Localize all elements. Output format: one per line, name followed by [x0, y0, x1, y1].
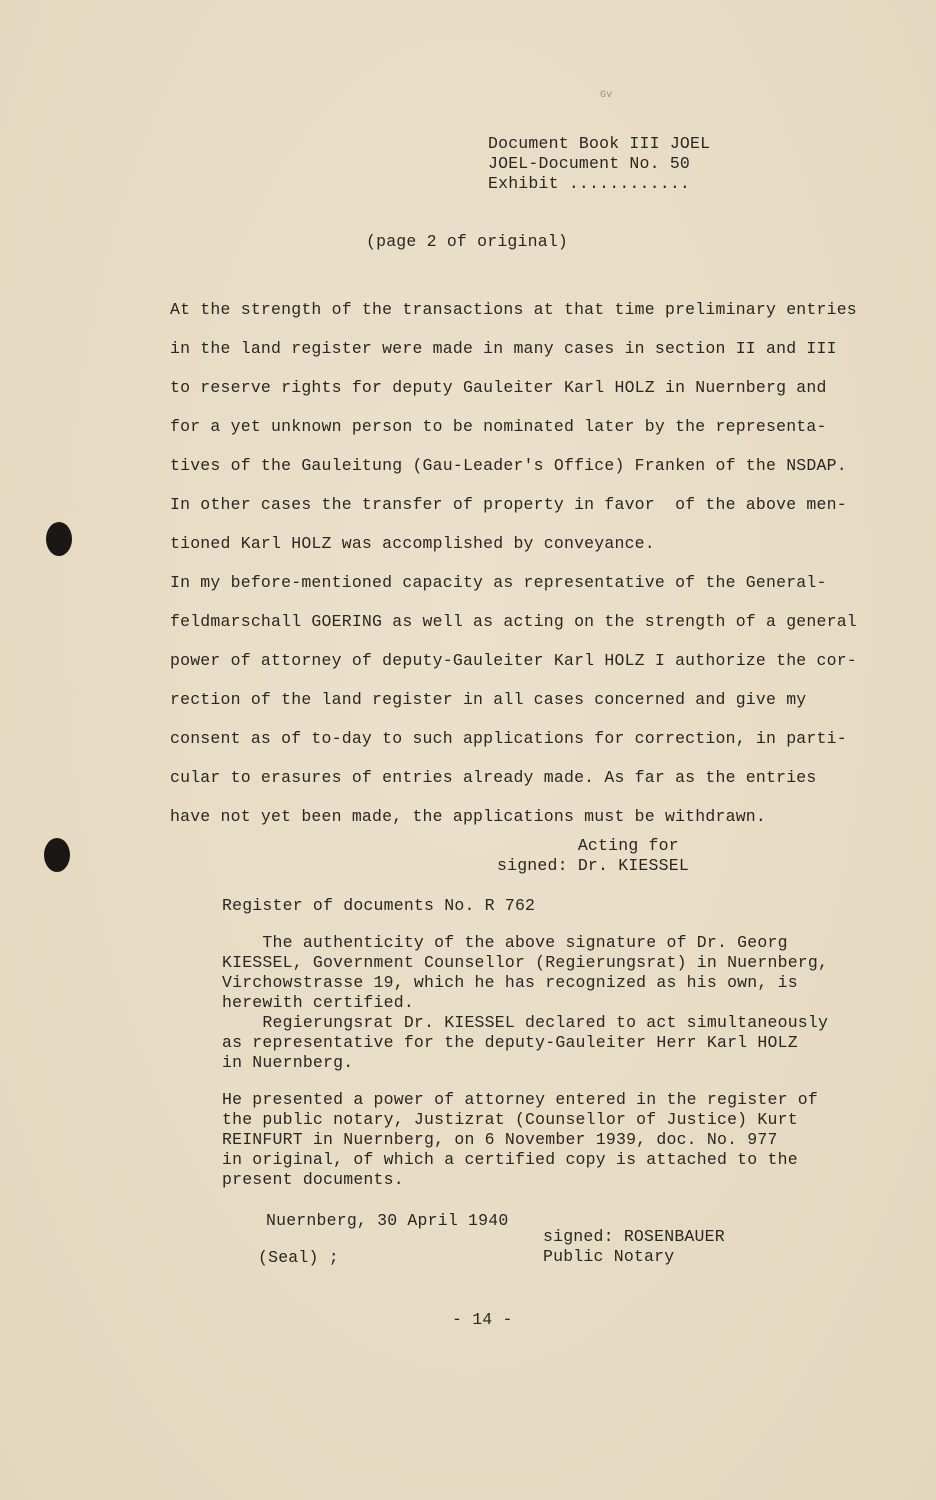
text-line: In other cases the transfer of property in favor of the above men-: [170, 495, 847, 514]
text-line: power of attorney of deputy-Gauleiter Karl HOLZ I authorize the cor-: [170, 651, 857, 670]
text-line: [222, 1073, 828, 1090]
seal-label: (Seal) ;: [258, 1248, 339, 1267]
page-number: - 14 -: [452, 1310, 513, 1329]
header-line: Exhibit ............: [488, 174, 691, 193]
text-line: He presented a power of attorney entered in the register of: [222, 1089, 818, 1109]
notary-line: Public Notary: [543, 1247, 675, 1266]
text-line: as representative for the deputy-Gauleiter Herr Karl HOLZ: [222, 1033, 798, 1052]
certification-text: [222, 933, 828, 1190]
text-line: At the strength of the transactions at that time preliminary entries: [170, 300, 857, 319]
punch-hole: [44, 838, 70, 872]
text-line: Virchowstrasse 19, which he has recognized as his own, is: [222, 973, 798, 992]
signature-block: [497, 836, 689, 876]
text-line: Regierungsrat Dr. KIESSEL declared to act simultaneously: [222, 1013, 829, 1032]
signature-line: signed: Dr. KIESSEL: [497, 856, 689, 875]
body-text: [170, 290, 857, 836]
notary-block: [543, 1227, 725, 1267]
text-line: rection of the land register in all cases concerned and give my: [170, 690, 807, 709]
text-line: cular to erasures of entries already made. As far as the entries: [170, 768, 817, 787]
text-line: tioned Karl HOLZ was accomplished by conveyance.: [170, 534, 655, 553]
text-line: KIESSEL, Government Counsellor (Regierungsrat) in Nuernberg,: [222, 953, 829, 972]
header-line: JOEL-Document No. 50: [488, 154, 691, 173]
document-header: [488, 134, 710, 194]
text-line: in the land register were made in many cases in section II and III: [170, 339, 837, 358]
text-line: present documents.: [222, 1169, 404, 1189]
place-date: Nuernberg, 30 April 1940: [266, 1211, 509, 1230]
text-line: have not yet been made, the applications must be withdrawn.: [170, 807, 766, 826]
text-line: consent as of to-day to such applications for correction, in parti-: [170, 729, 847, 748]
text-line: in original, of which a certified copy is attached to the: [222, 1149, 798, 1169]
punch-hole: [46, 522, 72, 556]
text-line: In my before-mentioned capacity as representative of the General-: [170, 573, 827, 592]
text-line: for a yet unknown person to be nominated later by the representa-: [170, 417, 827, 436]
text-line: feldmarschall GOERING as well as acting on the strength of a general: [170, 612, 857, 631]
text-line: to reserve rights for deputy Gauleiter Karl HOLZ in Nuernberg and: [170, 378, 827, 397]
text-line: REINFURT in Nuernberg, on 6 November 1939, doc. No. 977: [222, 1129, 778, 1149]
pencil-mark: Gv: [600, 90, 613, 101]
register-number: Register of documents No. R 762: [222, 896, 536, 915]
text-line: tives of the Gauleitung (Gau-Leader's Office) Franken of the NSDAP.: [170, 456, 847, 475]
signature-line: Acting for: [497, 836, 679, 855]
notary-line: signed: ROSENBAUER: [543, 1227, 725, 1246]
text-line: herewith certified.: [222, 993, 414, 1012]
header-line: Document Book III JOEL: [488, 134, 711, 153]
text-line: the public notary, Justizrat (Counsellor of Justice) Kurt: [222, 1109, 798, 1129]
text-line: in Nuernberg.: [222, 1053, 354, 1072]
text-line: The authenticity of the above signature of Dr. Georg: [222, 933, 788, 952]
page-note: (page 2 of original): [366, 232, 569, 251]
